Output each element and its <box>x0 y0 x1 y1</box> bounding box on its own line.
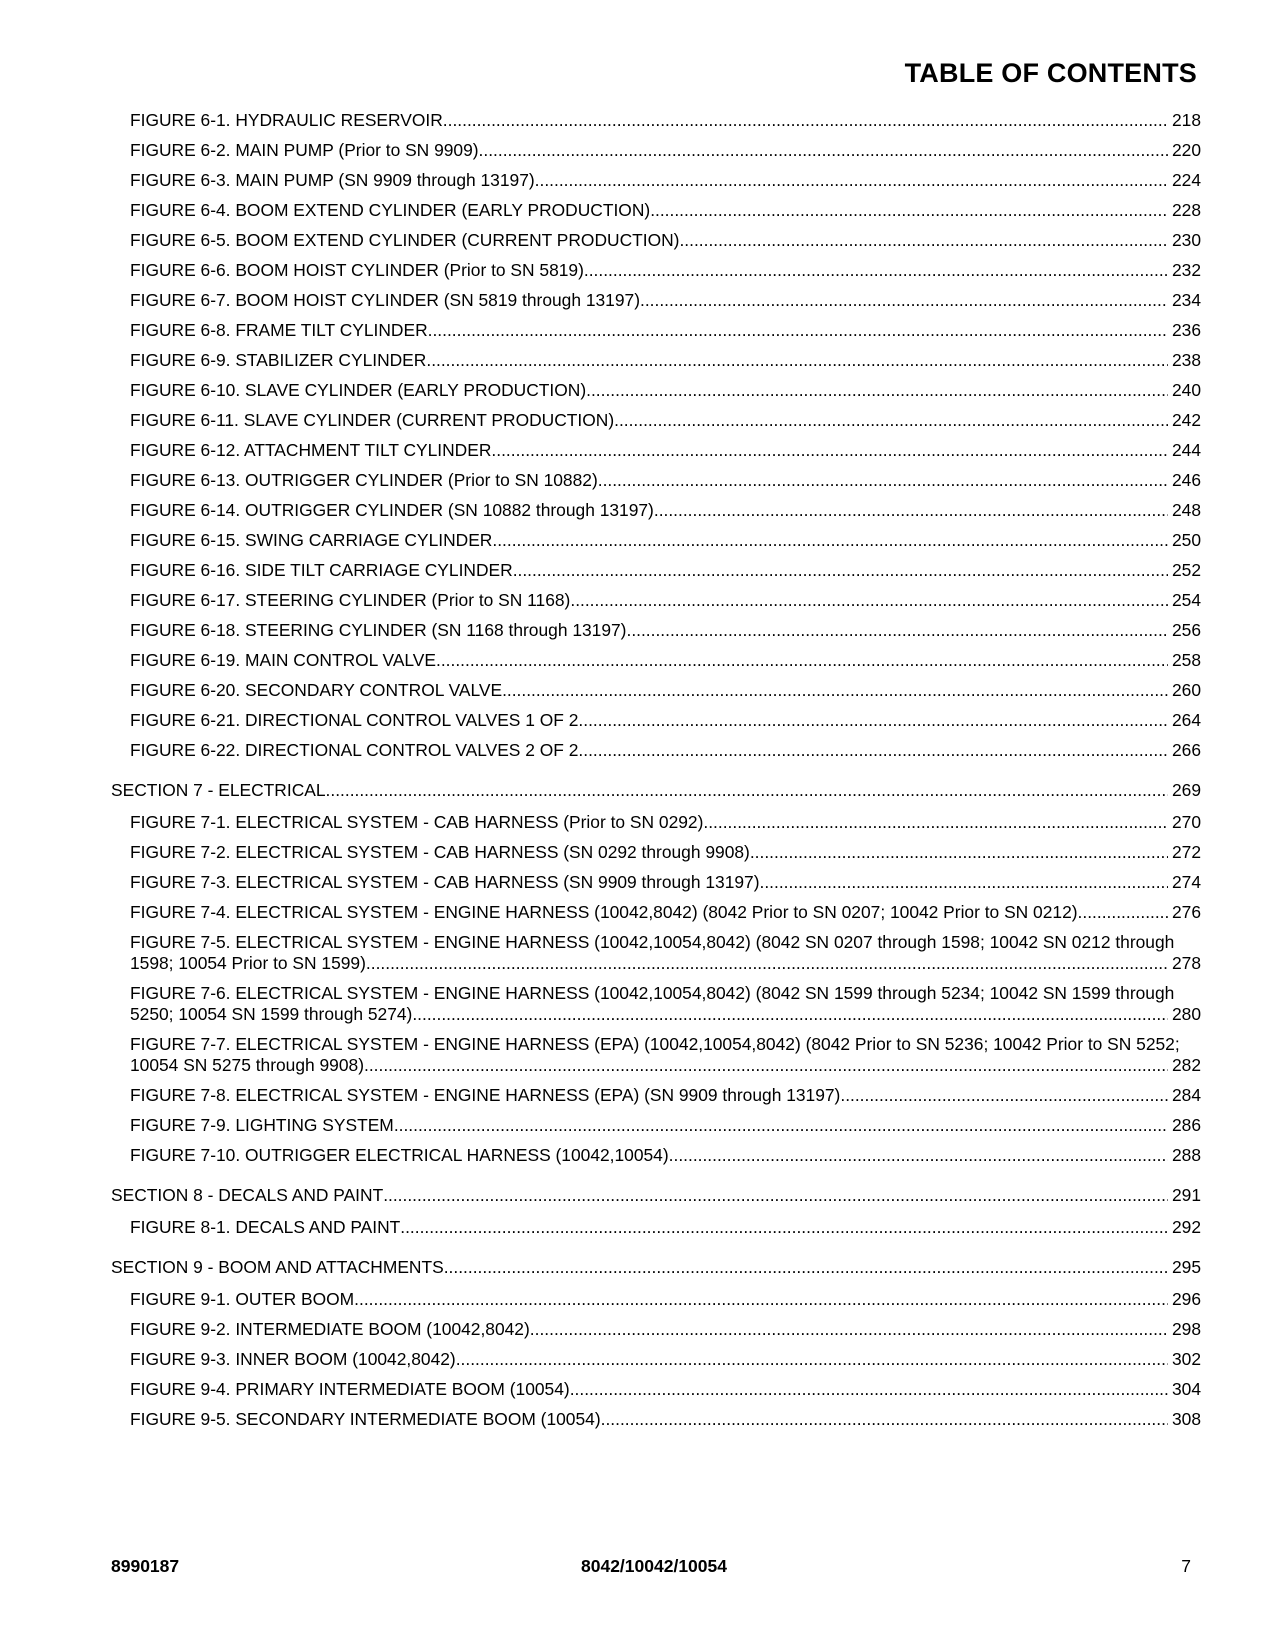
toc-entry-title: FIGURE 9-2. INTERMEDIATE BOOM (10042,8042) ..... <box>130 1319 530 1339</box>
toc-entry-page: 256 <box>1168 620 1201 641</box>
toc-entry-title: FIGURE 9-3. INNER BOOM (10042,8042) ..... <box>130 1349 456 1369</box>
toc-entry-title: FIGURE 6-4. BOOM EXTEND CYLINDER (EARLY PRODUCTION) ..... <box>130 200 650 220</box>
toc-entry-page: 250 <box>1168 530 1201 551</box>
toc-list <box>111 108 1201 1430</box>
toc-figure-entry[interactable] <box>111 872 1201 893</box>
toc-entry-title: FIGURE 7-6. ELECTRICAL SYSTEM - ENGINE HARNESS (10042,10054,8042) (8042 SN 1599 through 5234; 10042 SN 1599 through 5250; 10054 SN 1599 through 5274) ..... <box>130 983 1174 1024</box>
toc-entry-page: 276 <box>1168 902 1201 923</box>
toc-entry-title: FIGURE 7-5. ELECTRICAL SYSTEM - ENGINE HARNESS (10042,10054,8042) (8042 SN 0207 through 1598; 10042 SN 0212 through 1598; 10054 Prior to SN 1599) ..... <box>130 932 1174 973</box>
toc-figure-entry[interactable] <box>111 350 1201 371</box>
toc-figure-entry[interactable] <box>111 320 1201 341</box>
toc-entry-title: FIGURE 6-17. STEERING CYLINDER (Prior to SN 1168) ..... <box>130 590 570 610</box>
toc-figure-entry[interactable] <box>111 560 1201 581</box>
toc-entry-title: FIGURE 7-3. ELECTRICAL SYSTEM - CAB HARNESS (SN 9909 through 13197) ..... <box>130 872 760 892</box>
toc-figure-entry[interactable] <box>111 650 1201 671</box>
toc-figure-entry[interactable] <box>111 260 1201 281</box>
toc-entry-title: FIGURE 6-5. BOOM EXTEND CYLINDER (CURRENT PRODUCTION) ..... <box>130 230 679 250</box>
page-title: TABLE OF CONTENTS <box>904 58 1197 88</box>
toc-entry-title: SECTION 8 - DECALS AND PAINT ..... <box>111 1185 383 1205</box>
toc-figure-entry[interactable] <box>111 983 1201 1025</box>
toc-entry-title: FIGURE 7-4. ELECTRICAL SYSTEM - ENGINE HARNESS (10042,8042) (8042 Prior to SN 0207; 10042 Prior to SN 0212) ..... <box>130 902 1078 922</box>
toc-entry-title: FIGURE 6-14. OUTRIGGER CYLINDER (SN 10882 through 13197) ..... <box>130 500 654 520</box>
toc-figure-entry[interactable] <box>111 110 1201 131</box>
toc-figure-entry[interactable] <box>111 1034 1201 1076</box>
toc-figure-entry[interactable] <box>111 410 1201 431</box>
toc-entry-title: FIGURE 6-7. BOOM HOIST CYLINDER (SN 5819 through 13197) ..... <box>130 290 640 310</box>
toc-figure-entry[interactable] <box>111 200 1201 221</box>
toc-entry-page: 288 <box>1168 1145 1201 1166</box>
toc-entry-page: 240 <box>1168 380 1201 401</box>
toc-entry-title: FIGURE 6-18. STEERING CYLINDER (SN 1168 through 13197) ..... <box>130 620 626 640</box>
toc-figure-entry[interactable] <box>111 470 1201 491</box>
toc-figure-entry[interactable] <box>111 170 1201 191</box>
toc-entry-title: FIGURE 6-13. OUTRIGGER CYLINDER (Prior to SN 10882) ..... <box>130 470 598 490</box>
toc-entry-page: 292 <box>1168 1217 1201 1238</box>
toc-entry-page: 284 <box>1168 1085 1201 1106</box>
toc-entry-title: FIGURE 6-16. SIDE TILT CARRIAGE CYLINDER ..... <box>130 560 513 580</box>
toc-entry-page: 242 <box>1168 410 1201 431</box>
toc-entry-title: FIGURE 6-2. MAIN PUMP (Prior to SN 9909) ..... <box>130 140 479 160</box>
toc-entry-page: 236 <box>1168 320 1201 341</box>
toc-entry-page: 234 <box>1168 290 1201 311</box>
toc-figure-entry[interactable] <box>111 842 1201 863</box>
toc-figure-entry[interactable] <box>111 1319 1201 1340</box>
toc-figure-entry[interactable] <box>111 530 1201 551</box>
toc-entry-title: SECTION 9 - BOOM AND ATTACHMENTS ..... <box>111 1257 444 1277</box>
toc-entry-title: FIGURE 7-8. ELECTRICAL SYSTEM - ENGINE HARNESS (EPA) (SN 9909 through 13197) ..... <box>130 1085 840 1105</box>
toc-entry-title: FIGURE 6-15. SWING CARRIAGE CYLINDER ..... <box>130 530 492 550</box>
toc-entry-page: 238 <box>1168 350 1201 371</box>
toc-entry-title: FIGURE 9-1. OUTER BOOM ..... <box>130 1289 354 1309</box>
toc-figure-entry[interactable] <box>111 1349 1201 1370</box>
toc-entry-page: 246 <box>1168 470 1201 491</box>
toc-figure-entry[interactable] <box>111 380 1201 401</box>
toc-figure-entry[interactable] <box>111 590 1201 611</box>
footer-part-number: 8990187 <box>111 1556 180 1576</box>
toc-entry-title: FIGURE 6-20. SECONDARY CONTROL VALVE ..... <box>130 680 502 700</box>
toc-entry-title: FIGURE 6-19. MAIN CONTROL VALVE ..... <box>130 650 436 670</box>
toc-entry-page: 258 <box>1168 650 1201 671</box>
toc-entry-page: 230 <box>1168 230 1201 251</box>
toc-figure-entry[interactable] <box>111 620 1201 641</box>
toc-entry-page: 272 <box>1168 842 1201 863</box>
toc-entry-page: 286 <box>1168 1115 1201 1136</box>
toc-entry-title: FIGURE 6-21. DIRECTIONAL CONTROL VALVES 1 OF 2 ..... <box>130 710 578 730</box>
toc-figure-entry[interactable] <box>111 1409 1201 1430</box>
toc-entry-title: FIGURE 7-7. ELECTRICAL SYSTEM - ENGINE HARNESS (EPA) (10042,10054,8042) (8042 Prior to SN 5236; 10042 Prior to SN 5252; 10054 SN 5275 through 9908) ..... <box>130 1034 1180 1075</box>
toc-figure-entry[interactable] <box>111 140 1201 161</box>
toc-entry-title: FIGURE 6-9. STABILIZER CYLINDER ..... <box>130 350 426 370</box>
toc-entry-page: 302 <box>1168 1349 1201 1370</box>
toc-entry-page: 278 <box>1168 953 1201 974</box>
toc-entry-page: 304 <box>1168 1379 1201 1400</box>
toc-figure-entry[interactable] <box>111 440 1201 461</box>
toc-entry-page: 218 <box>1168 110 1201 131</box>
toc-figure-entry[interactable] <box>111 1085 1201 1106</box>
toc-entry-page: 252 <box>1168 560 1201 581</box>
toc-entry-page: 260 <box>1168 680 1201 701</box>
toc-entry-page: 248 <box>1168 500 1201 521</box>
toc-entry-page: 282 <box>1168 1055 1201 1076</box>
toc-figure-entry[interactable] <box>111 932 1201 974</box>
footer-models: 8042/10042/10054 <box>581 1556 727 1576</box>
toc-section-entry[interactable] <box>111 1185 1201 1206</box>
toc-figure-entry[interactable] <box>111 680 1201 701</box>
toc-entry-title: FIGURE 7-10. OUTRIGGER ELECTRICAL HARNESS (10042,10054) ..... <box>130 1145 669 1165</box>
toc-entry-page: 291 <box>1168 1185 1201 1206</box>
toc-figure-entry[interactable] <box>111 740 1201 761</box>
toc-entry-title: FIGURE 6-22. DIRECTIONAL CONTROL VALVES 2 OF 2 ..... <box>130 740 578 760</box>
toc-entry-title: FIGURE 6-3. MAIN PUMP (SN 9909 through 13197) ..... <box>130 170 535 190</box>
toc-entry-title: FIGURE 6-1. HYDRAULIC RESERVOIR ..... <box>130 110 443 130</box>
toc-figure-entry[interactable] <box>111 290 1201 311</box>
toc-entry-title: FIGURE 6-12. ATTACHMENT TILT CYLINDER ..... <box>130 440 491 460</box>
toc-entry-title: FIGURE 7-9. LIGHTING SYSTEM ..... <box>130 1115 394 1135</box>
toc-entry-page: 269 <box>1168 780 1201 801</box>
toc-entry-page: 264 <box>1168 710 1201 731</box>
toc-entry-title: FIGURE 9-4. PRIMARY INTERMEDIATE BOOM (10054) ..... <box>130 1379 570 1399</box>
toc-entry-page: 296 <box>1168 1289 1201 1310</box>
toc-entry-title: FIGURE 9-5. SECONDARY INTERMEDIATE BOOM (10054) ..... <box>130 1409 601 1429</box>
toc-figure-entry[interactable] <box>111 1115 1201 1136</box>
toc-figure-entry[interactable] <box>111 1145 1201 1166</box>
toc-entry-page: 295 <box>1168 1257 1201 1278</box>
toc-entry-page: 232 <box>1168 260 1201 281</box>
toc-figure-entry[interactable] <box>111 230 1201 251</box>
toc-entry-title: FIGURE 6-8. FRAME TILT CYLINDER ..... <box>130 320 428 340</box>
toc-figure-entry[interactable] <box>111 1379 1201 1400</box>
toc-entry-page: 270 <box>1168 812 1201 833</box>
toc-figure-entry[interactable] <box>111 1289 1201 1310</box>
toc-entry-title: FIGURE 8-1. DECALS AND PAINT ..... <box>130 1217 400 1237</box>
toc-entry-page: 224 <box>1168 170 1201 191</box>
toc-entry-page: 266 <box>1168 740 1201 761</box>
toc-entry-page: 280 <box>1168 1004 1201 1025</box>
toc-entry-title: FIGURE 7-2. ELECTRICAL SYSTEM - CAB HARNESS (SN 0292 through 9908) ..... <box>130 842 750 862</box>
footer-page-number: 7 <box>1181 1556 1191 1576</box>
toc-entry-page: 228 <box>1168 200 1201 221</box>
toc-figure-entry[interactable] <box>111 812 1201 833</box>
toc-entry-page: 244 <box>1168 440 1201 461</box>
toc-section-entry[interactable] <box>111 1257 1201 1278</box>
toc-entry-title: FIGURE 6-11. SLAVE CYLINDER (CURRENT PRODUCTION) ..... <box>130 410 614 430</box>
toc-figure-entry[interactable] <box>111 710 1201 731</box>
toc-figure-entry[interactable] <box>111 902 1201 923</box>
toc-figure-entry[interactable] <box>111 1217 1201 1238</box>
toc-entry-page: 220 <box>1168 140 1201 161</box>
toc-entry-title: SECTION 7 - ELECTRICAL ..... <box>111 780 326 800</box>
toc-section-entry[interactable] <box>111 780 1201 801</box>
toc-entry-page: 308 <box>1168 1409 1201 1430</box>
toc-entry-page: 298 <box>1168 1319 1201 1340</box>
toc-entry-page: 274 <box>1168 872 1201 893</box>
toc-figure-entry[interactable] <box>111 500 1201 521</box>
toc-entry-title: FIGURE 7-1. ELECTRICAL SYSTEM - CAB HARNESS (Prior to SN 0292) ..... <box>130 812 703 832</box>
toc-entry-page: 254 <box>1168 590 1201 611</box>
toc-entry-title: FIGURE 6-6. BOOM HOIST CYLINDER (Prior to SN 5819) ..... <box>130 260 584 280</box>
toc-entry-title: FIGURE 6-10. SLAVE CYLINDER (EARLY PRODUCTION) ..... <box>130 380 586 400</box>
